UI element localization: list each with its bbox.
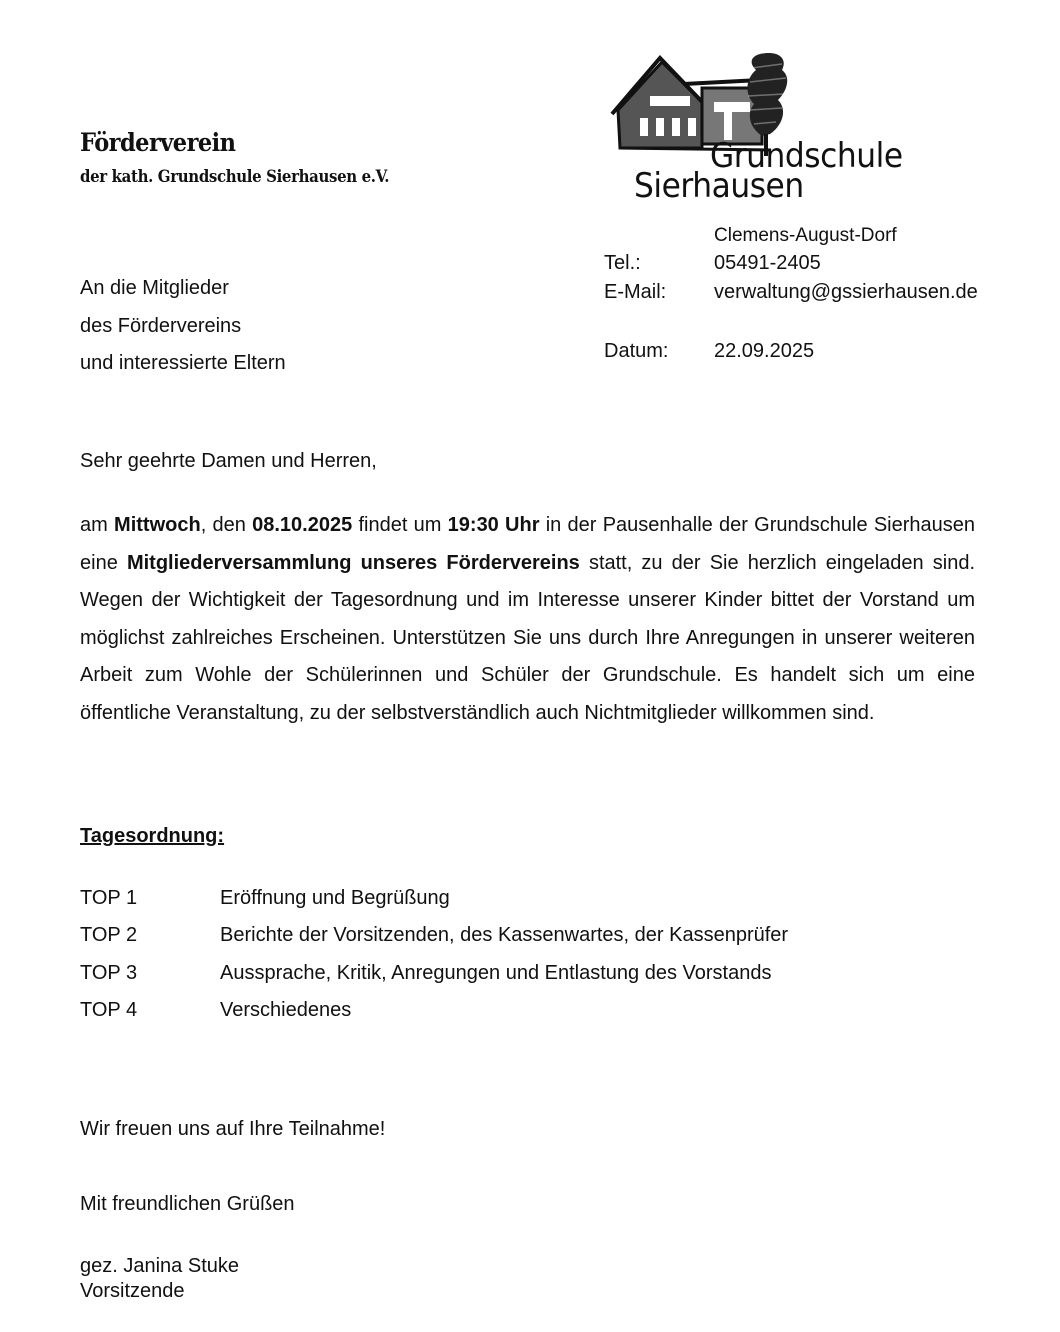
salutation: Sehr geehrte Damen und Herren, xyxy=(80,450,377,472)
logo-text-sierhausen: Sierhausen xyxy=(634,166,804,206)
phone-label: Tel.: xyxy=(604,252,641,274)
email-value: verwaltung@gssierhausen.de xyxy=(714,281,978,303)
recipient-line-1: An die Mitglieder xyxy=(80,277,229,299)
agenda-top-number: TOP 1 xyxy=(80,887,138,909)
organization-name: Förderverein xyxy=(80,128,236,157)
date-label: Datum: xyxy=(604,340,669,362)
organization-subtitle: der kath. Grundschule Sierhausen e.V. xyxy=(80,167,390,187)
agenda-item xyxy=(80,962,980,985)
regards: Mit freundlichen Grüßen xyxy=(80,1193,295,1215)
agenda-top-number: TOP 3 xyxy=(80,962,138,984)
recipient-line-3: und interessierte Eltern xyxy=(80,352,286,374)
body-weekday: Mittwoch xyxy=(114,514,201,536)
invitation-paragraph xyxy=(80,507,975,733)
phone-value: 05491-2405 xyxy=(714,252,821,274)
agenda-top-number: TOP 2 xyxy=(80,924,138,946)
agenda-title: Tagesordnung: xyxy=(80,825,225,847)
logo-text-grundschule: Grundschule xyxy=(710,136,903,176)
body-text: , den xyxy=(200,514,253,536)
agenda-item xyxy=(80,999,980,1022)
body-date: 08.10.2025 xyxy=(252,514,353,536)
signature-role: Vorsitzende xyxy=(80,1280,185,1302)
body-text: in der Pausenhalle der Grundschule Sierhausen eine xyxy=(80,514,975,574)
agenda-text: Verschiedenes xyxy=(220,999,352,1021)
body-text: statt, zu der Sie herzlich eingeladen sind. Wegen der Wichtigkeit der Tagesordnung und im Interesse unserer Kinder bittet der Vorstand um möglichst zahlreiches Erscheinen. Unterstützen Sie uns durch Ihre Anregungen in unserer weiteren Arbeit zum Wohle der Schülerinnen und Schüler der Grundschule. Es handelt sich um eine öffentliche Veranstaltung, zu der selbstverständlich auch Nichtmitglieder willkommen sind. xyxy=(80,551,976,724)
agenda-top-number: TOP 4 xyxy=(80,999,138,1021)
body-time: 19:30 Uhr xyxy=(447,514,540,536)
signature-name: gez. Janina Stuke xyxy=(80,1255,239,1277)
agenda-text: Aussprache, Kritik, Anregungen und Entlastung des Vorstands xyxy=(220,962,772,984)
agenda-item xyxy=(80,924,980,947)
email-label: E-Mail: xyxy=(604,281,667,303)
body-event: Mitgliederversammlung unseres Fördervereins xyxy=(126,551,580,574)
agenda-item xyxy=(80,887,980,910)
recipient-line-2: des Fördervereins xyxy=(80,315,242,337)
body-text: findet um xyxy=(352,514,448,536)
agenda-text: Berichte der Vorsitzenden, des Kassenwartes, der Kassenprüfer xyxy=(220,924,789,946)
body-text: am xyxy=(80,514,115,536)
school-logo xyxy=(610,48,920,208)
date-value: 22.09.2025 xyxy=(714,340,815,362)
closing-line: Wir freuen uns auf Ihre Teilnahme! xyxy=(80,1118,386,1140)
agenda-text: Eröffnung und Begrüßung xyxy=(220,887,450,909)
address: Clemens-August-Dorf xyxy=(714,225,897,246)
